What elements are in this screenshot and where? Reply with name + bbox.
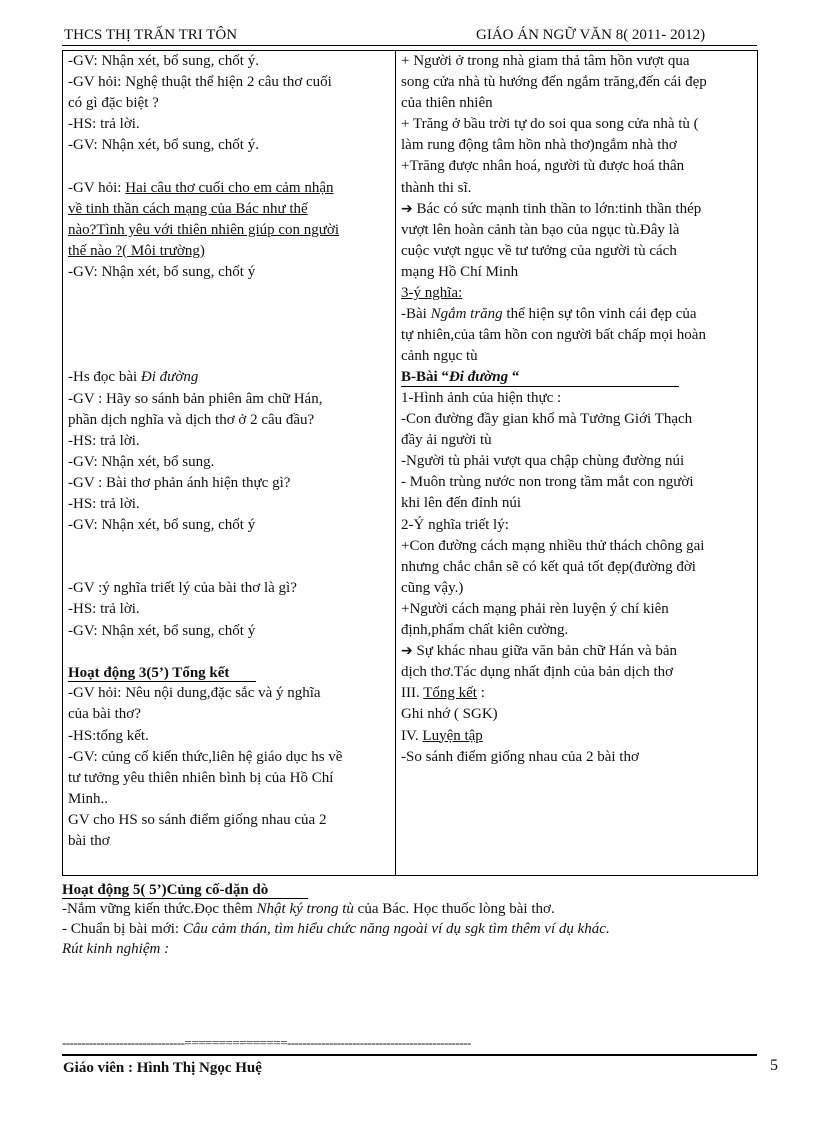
underlined-question: Hai câu thơ cuối cho em cảm nhận bbox=[125, 179, 334, 196]
text-line: GV cho HS so sánh điểm giống nhau của 2 bbox=[68, 811, 327, 828]
text-line: phần dịch nghĩa và dịch thơ ở 2 câu đầu? bbox=[68, 411, 315, 428]
activity-5-title-text: Hoạt động 5( 5’)Củng cố-dặn dò bbox=[62, 882, 269, 898]
text-line: - Muôn trùng nước non trong tầm mắt con người bbox=[401, 474, 694, 491]
text-line: Ghi nhớ ( SGK) bbox=[401, 706, 498, 723]
text-line: -HS: trả lời. bbox=[68, 495, 140, 512]
text-line: nhưng chắc chắn sẽ có kết quả tốt đẹp(đường đời bbox=[401, 558, 696, 575]
text-line: của thiên nhiên bbox=[401, 95, 493, 112]
activity-5-title bbox=[62, 880, 762, 900]
text-line: bài thơ bbox=[68, 832, 110, 849]
text-line bbox=[68, 178, 390, 199]
separator-line: --------------------------------===============------------------------------------------------ bbox=[62, 1035, 471, 1050]
text-line: Minh.. bbox=[68, 790, 109, 807]
text-line: làm rung động tâm hồn nhà thơ)ngắm nhà thơ bbox=[401, 137, 677, 154]
arrow-icon: ➔ bbox=[401, 643, 413, 660]
text-line: +Người cách mạng phải rèn luyện ý chí kiên bbox=[401, 600, 669, 617]
text-line: -GV : Bài thơ phản ánh hiện thực gì? bbox=[68, 474, 291, 491]
underlined-question: nào?Tình yêu với thiên nhiên giúp con người bbox=[68, 221, 340, 238]
text-line: -GV: Nhận xét, bổ sung, chốt ý bbox=[68, 263, 256, 280]
column-divider bbox=[395, 51, 396, 875]
text-fragment: -GV hỏi: bbox=[68, 179, 126, 196]
text-line: -HS: trả lời. bbox=[68, 601, 140, 618]
text-fragment: -Bài bbox=[401, 306, 431, 323]
text-fragment: thể hiện sự tôn vinh cái đẹp của bbox=[502, 306, 697, 323]
text-line bbox=[401, 304, 753, 325]
heading-rule bbox=[401, 386, 679, 387]
text-line: -GV: Nhận xét, bổ sung, chốt ý. bbox=[68, 137, 259, 154]
book-title: Nhật ký trong tù bbox=[256, 901, 354, 917]
text-line: -HS: trả lời. bbox=[68, 432, 140, 449]
text-fragment: IV. bbox=[401, 727, 423, 744]
teacher-name: Giáo viên : Hình Thị Ngọc Huệ bbox=[63, 1060, 262, 1076]
teacher-student-activities bbox=[68, 51, 390, 852]
section-heading: 3-ý nghĩa: bbox=[401, 285, 463, 302]
practice-heading: Luyện tập bbox=[422, 727, 483, 744]
text-line: có gì đặc biệt ? bbox=[68, 95, 159, 112]
text-fragment: của Bác. Học thuốc lòng bài thơ. bbox=[353, 901, 555, 917]
text-line bbox=[62, 899, 762, 919]
text-fragment: -Hs đọc bài bbox=[68, 369, 141, 386]
text-line bbox=[401, 199, 753, 220]
text-line bbox=[68, 367, 390, 388]
text-line: -GV hỏi: Nêu nội dung,đặc sắc và ý nghĩa bbox=[68, 685, 321, 702]
text-line: -HS: trả lời. bbox=[68, 116, 140, 133]
text-line: 2-Ý nghĩa triết lý: bbox=[401, 516, 509, 533]
lesson-content bbox=[401, 51, 753, 768]
page-number: 5 bbox=[770, 1057, 778, 1074]
text-line: 1-Hình ảnh của hiện thực : bbox=[401, 390, 562, 406]
arrow-icon: ➔ bbox=[401, 200, 413, 217]
next-lesson: Câu cảm thán, tìm hiểu chức năng ngoài ví dụ sgk tìm thêm ví dụ khác. bbox=[182, 921, 610, 937]
summary-heading: Tổng kết bbox=[423, 685, 477, 702]
activity-5-section bbox=[62, 880, 762, 959]
footer-rule bbox=[62, 1054, 757, 1056]
text-line: +Trăng được nhân hoá, người tù được hoá thân bbox=[401, 158, 685, 175]
text-fragment: Sự khác nhau giữa văn bản chữ Hán và bản bbox=[412, 643, 678, 660]
text-line: song cửa nhà tù hướng đến ngắm trăng,đến cái đẹp bbox=[401, 74, 707, 91]
text-line: vượt lên hoàn cảnh tàn bạo của ngục tù.Đây là bbox=[401, 221, 680, 238]
text-line: khi lên đến đỉnh núi bbox=[401, 495, 521, 512]
section-heading bbox=[401, 683, 753, 704]
text-line bbox=[62, 919, 762, 939]
text-line: dịch thơ.Tác dụng nhất định của bản dịch thơ bbox=[401, 664, 674, 681]
text-line: thành thi sĩ. bbox=[401, 179, 472, 196]
underlined-question: về tinh thần cách mạng của Bác như thế bbox=[68, 200, 308, 217]
text-line: -GV: Nhận xét, bổ sung, chốt ý. bbox=[68, 53, 259, 69]
text-line: -GV hỏi: Nghệ thuật thể hiện 2 câu thơ cuối bbox=[68, 74, 332, 91]
poem-title: Đi đường bbox=[140, 369, 199, 386]
text-line: + Người ở trong nhà giam thả tâm hồn vượt qua bbox=[401, 53, 690, 69]
text-fragment: : bbox=[476, 685, 485, 702]
experience-notes-label: Rút kinh nghiệm : bbox=[62, 941, 170, 957]
lesson-table bbox=[62, 50, 758, 876]
text-line: -GV: Nhận xét, bổ sung, chốt ý bbox=[68, 517, 256, 534]
poem-title: Đi đường bbox=[448, 369, 509, 386]
heading-rule bbox=[68, 681, 256, 682]
text-fragment: B-Bài “ bbox=[401, 369, 449, 386]
school-name: THCS THỊ TRẤN TRI TÔN bbox=[64, 27, 238, 43]
text-line: của bài thơ? bbox=[68, 706, 141, 723]
text-fragment: -Nắm vững kiến thức.Đọc thêm bbox=[62, 901, 257, 917]
text-line: -GV: củng cố kiến thức,liên hệ giáo dục hs về bbox=[68, 748, 343, 765]
text-line: +Con đường cách mạng nhiều thử thách chông gai bbox=[401, 537, 705, 554]
text-line: -So sánh điểm giống nhau của 2 bài thơ bbox=[401, 748, 639, 765]
text-line: tư tưởng yêu thiên nhiên bình bị của Hồ Chí bbox=[68, 769, 334, 786]
activity-3-title: Hoạt động 3(5’) Tổng kết bbox=[68, 664, 230, 681]
text-line: -GV :ý nghĩa triết lý của bài thơ là gì? bbox=[68, 580, 297, 597]
text-line: -GV : Hãy so sánh bản phiên âm chữ Hán, bbox=[68, 390, 323, 407]
text-line bbox=[401, 641, 753, 662]
text-line: cũng vậy.) bbox=[401, 579, 464, 596]
page-header bbox=[62, 27, 757, 45]
section-heading bbox=[401, 726, 753, 747]
text-fragment: “ bbox=[508, 369, 520, 386]
underlined-question: thế nào ?( Môi trường) bbox=[68, 242, 205, 259]
text-fragment: - Chuẩn bị bài mới: bbox=[62, 921, 183, 937]
text-line: -Con đường đầy gian khổ mà Tưởng Giới Thạch bbox=[401, 411, 693, 428]
text-fragment: III. bbox=[401, 685, 424, 702]
poem-title: Ngắm trăng bbox=[430, 306, 503, 323]
text-line: định,phẩm chất kiên cường. bbox=[401, 622, 569, 639]
text-line: tự nhiên,của tâm hồn con người bất chấp mọi hoàn bbox=[401, 327, 706, 344]
text-line: -GV: Nhận xét, bổ sung. bbox=[68, 453, 215, 470]
text-line: cảnh ngục tù bbox=[401, 348, 478, 365]
text-line: đầy ải người tù bbox=[401, 432, 492, 449]
text-line: -GV: Nhận xét, bổ sung, chốt ý bbox=[68, 622, 256, 639]
header-rule bbox=[62, 45, 757, 46]
text-line: + Trăng ở bầu trời tự do soi qua song cửa nhà tù ( bbox=[401, 116, 699, 133]
text-line: mạng Hồ Chí Minh bbox=[401, 263, 519, 280]
text-line: -Người tù phải vượt qua chập chùng đường núi bbox=[401, 453, 685, 470]
lesson-plan-title: GIÁO ÁN NGỮ VĂN 8( 2011- 2012) bbox=[476, 27, 706, 43]
text-line: -HS:tổng kết. bbox=[68, 727, 149, 744]
text-fragment: Bác có sức mạnh tinh thần to lớn:tinh thần thép bbox=[412, 200, 702, 217]
text-line: cuộc vượt ngục về tư tưởng của người tù cách bbox=[401, 242, 677, 259]
